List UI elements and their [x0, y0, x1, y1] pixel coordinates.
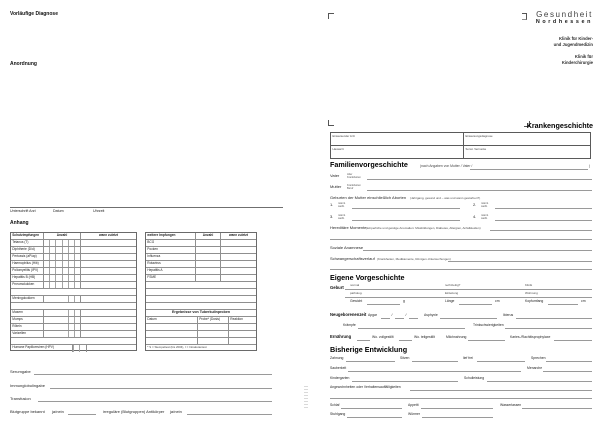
table-header-row	[146, 233, 256, 240]
ja-nein-label: ja/nein	[170, 409, 182, 414]
vollgestillt-line	[357, 340, 370, 341]
ja-nein-label: ja/nein	[52, 409, 64, 414]
milchnahrung-label: Milchnahrung	[446, 335, 467, 339]
col-datum: Datum	[146, 317, 198, 323]
wasserlassen-label: Wasserlassen	[500, 403, 522, 407]
geburt-rechtzeitig-label: rechtzeitig?	[445, 283, 461, 287]
bisherige-entwicklung-title: Bisherige Entwicklung	[330, 345, 408, 354]
patient-data-box	[330, 132, 591, 159]
ikterus-line	[516, 318, 592, 319]
trinkschwierigkeiten-label: Trinkschwierigkeiten	[473, 323, 504, 327]
kopfumfang-unit: cm	[581, 299, 586, 303]
geburt-sub-2: männl. weibl.	[481, 202, 489, 209]
sprechen-line	[546, 361, 592, 362]
hereditaer-line	[490, 230, 592, 231]
geburt-nr-1: 1.	[330, 202, 334, 207]
geburt-einleitung-label: Einleitung	[445, 290, 459, 295]
schulleistung-label: Schulleistung	[464, 376, 485, 380]
geburt-nr-4: 4.	[473, 214, 477, 219]
vorlaeufige-diagnose-label: Vorläufige Diagnose	[10, 11, 58, 17]
angaben-line	[470, 169, 588, 170]
schutzimpfungen-table	[10, 232, 137, 351]
vater-label: Vater	[330, 173, 340, 178]
table-row: Humane Papillomviren (HPV)	[11, 345, 136, 352]
gewicht-line	[367, 304, 400, 305]
geburt-sub-4: männl. weibl.	[481, 214, 489, 221]
col-probe: Probe* (Dosis)	[198, 317, 229, 323]
tuberkulin-title-row: Ergebnisse von Tuberkulinproben	[146, 310, 256, 317]
ikterus-label: Ikterus	[503, 313, 514, 317]
col-wann-zuletzt: wann zuletzt	[99, 233, 118, 237]
table-row: Pocken	[146, 247, 256, 254]
kindergarten-line	[352, 381, 458, 382]
prophylaxe-label: Karies-/Rachitisprophylaxe	[510, 335, 551, 339]
table-row: Meningokokken	[11, 296, 136, 303]
trinkschwierigkeiten-line	[505, 328, 592, 329]
page-title: Krankengeschichte	[526, 121, 593, 130]
clinic-name-2: Klinik für Kinderchirurgie	[561, 54, 593, 65]
fold-mark	[328, 13, 334, 19]
wasserlassen-line	[522, 408, 592, 409]
geburt-nr-3: 3.	[330, 214, 334, 219]
tuberkulin-header-row	[146, 317, 256, 324]
tuberkulin-row-empty	[146, 324, 256, 331]
hereditaer-label: Hereditäre Momente	[330, 225, 367, 230]
eigene-vorgeschichte-title: Eigene Vorgeschichte	[330, 273, 405, 282]
paren-close: )	[589, 164, 591, 168]
antikoerper-line	[187, 414, 272, 415]
geburten-note: (Jahrgang, gesund und – was und wann gestorben?)	[410, 196, 481, 200]
wuermer-line	[422, 417, 493, 418]
laenge-label: Länge	[445, 299, 455, 303]
geburt-line-4	[495, 220, 592, 221]
prophylaxe-line	[554, 340, 592, 341]
angewohnheiten-label: Angewohnheiten oder Verhaltensauffälligkeiten	[330, 385, 401, 389]
stuhlgang-label: Stuhlgang	[330, 412, 346, 416]
asphyxie-label: Asphyxie	[424, 313, 438, 317]
schwangerschaft-line	[448, 261, 592, 262]
table-row: Rotavirus	[146, 261, 256, 268]
geburt-normal-label: normal	[350, 283, 360, 287]
menarche-label: Menarche	[527, 366, 543, 370]
mutter-line	[367, 190, 592, 191]
kopfumfang-line	[548, 304, 578, 305]
schwangerschaft-note: (Krankheiten, Medikamente, Röntgen-Untersuchungen)	[377, 257, 451, 261]
serumgabe-label: Serumgabe	[10, 369, 31, 374]
signature-divider	[10, 207, 283, 208]
clinic-name-1: Klinik für Kinder- und Jugendmedizin	[553, 36, 593, 47]
lief-frei-line	[477, 361, 525, 362]
immunglobulingabe-line	[50, 388, 272, 389]
logo-line1: Gesundheit	[536, 10, 593, 19]
hereditaer-line-2	[330, 239, 592, 240]
table-row: Pertussis (aP/ap)	[11, 254, 136, 261]
kopfumfang-label: Kopfumfang	[525, 299, 544, 303]
table-row: Röteln	[11, 324, 136, 331]
apgar-slash: /	[391, 313, 393, 317]
schulleistung-line	[487, 381, 592, 382]
table-row: Mumps	[11, 317, 136, 324]
geburt-klinik-label: Klinik	[525, 283, 533, 287]
familienvorgeschichte-title: Familienvorgeschichte	[330, 160, 408, 169]
irregulaere-antikoerper-label: irreguläre (Blutgruppen) Antikörper	[103, 409, 165, 414]
immunglobulingabe-label: Immunglobulingabe	[10, 383, 45, 388]
schwangerschaftsverlauf-label: Schwangerschaftsverlauf	[330, 256, 375, 261]
neugeborenenzeit-label: Neugeborenenzeit	[330, 312, 367, 317]
stuhlgang-line	[347, 417, 402, 418]
kindergarten-label: Kindergarten	[330, 376, 350, 380]
logo-line2: Nordhessen	[535, 18, 593, 25]
tuberkulin-row-empty	[146, 331, 256, 338]
geburt-line-a	[345, 289, 592, 290]
table-row: Diphtherie (D/d)	[11, 247, 136, 254]
ernaehrung-label: Ernährung	[330, 334, 352, 339]
laenge-line	[459, 304, 492, 305]
table-row: Pneumokokken	[11, 282, 136, 289]
datum-label: Datum	[53, 209, 64, 213]
zahnung-label: Zahnung	[330, 356, 344, 360]
geburt-sub-1: männl. weibl.	[338, 202, 346, 209]
vater-line	[367, 179, 592, 180]
vater-sublabels: Alter Krankheiten	[347, 172, 361, 179]
geburt-patholog-label: patholog.	[350, 290, 363, 295]
unterschrift-arzt-label: Unterschrift Arzt	[10, 209, 36, 213]
anhang-title: Anhang	[10, 220, 29, 226]
table-row-empty	[146, 289, 256, 296]
sitzen-label: Sitzen	[400, 356, 410, 360]
anordnung-label: Anordnung	[10, 61, 37, 67]
kraempfe-line	[358, 328, 465, 329]
serumgabe-line	[34, 374, 272, 375]
mutter-sublabels: Krankheiten Beruf	[347, 183, 361, 190]
table-row: Tetanus (T)	[11, 240, 136, 247]
fold-mark	[328, 120, 334, 126]
tuberkulin-row-empty	[146, 338, 256, 345]
gewicht-unit: g	[403, 299, 405, 303]
blutgruppe-bekannt-label: Blutgruppe bekannt	[10, 409, 45, 414]
table-row: Masern	[11, 310, 136, 317]
col-anzahl: Anzahl	[44, 233, 81, 239]
vertical-form-code	[304, 386, 308, 408]
lief-frei-label: lief frei	[463, 356, 473, 360]
schwangerschaft-line-2	[330, 269, 592, 270]
col-schutzimpfungen: Schutzimpfungen	[11, 233, 44, 239]
geburt-line-3	[352, 220, 460, 221]
wo-teilgestillt-label: Wo. teilgestillt	[414, 335, 435, 339]
apgar-label: Apgar	[368, 313, 378, 317]
table-row: Haemophilus (Hib)	[11, 261, 136, 268]
soziale-anamnese-line	[363, 250, 592, 251]
sprechen-label: Sprechen	[531, 356, 546, 360]
table-row-empty	[11, 303, 136, 310]
table-row-empty	[11, 338, 136, 345]
geburt-nr-2: 2.	[473, 202, 477, 207]
zahnung-line	[346, 361, 395, 362]
geburt-wohnung-label: Wohnung	[525, 290, 538, 295]
schlaf-label: Schlaf	[330, 403, 340, 407]
table-row: FSME	[146, 275, 256, 282]
table-row: Influenza	[146, 254, 256, 261]
mutter-label: Mutter	[330, 184, 342, 189]
col-reaktion: Reaktion	[230, 317, 243, 321]
blutgruppe-line	[68, 414, 96, 415]
table-row: Hepatitis B (HB)	[11, 275, 136, 282]
teilgestillt-line	[399, 340, 412, 341]
hereditaer-note: (körperliche und geistige Anomalien: Missbildungen, Diabetes, Allergien, Anfallsleiden)	[366, 226, 481, 230]
milchnahrung-line	[468, 340, 505, 341]
sonst-vermerke-field: Sonst. Vermerke	[465, 147, 487, 151]
table-row: Hepatitis A	[146, 268, 256, 275]
uhrzeit-label: Uhrzeit	[93, 209, 105, 213]
geburt-line-b	[345, 297, 592, 298]
hausarzt-field: Hausarzt	[331, 146, 464, 159]
table-row-empty	[146, 282, 256, 289]
geburt-label: Geburt	[330, 285, 344, 290]
transfusion-label: Transfusion	[10, 396, 31, 401]
table-row: Poliomyelitis (IPV)	[11, 268, 136, 275]
angewohnheiten-line-2	[330, 398, 592, 399]
apgar-line-2	[395, 318, 404, 319]
table-row-empty	[11, 289, 136, 296]
wo-vollgestillt-label: Wo. vollgestillt	[372, 335, 394, 339]
laenge-unit: cm	[495, 299, 500, 303]
wuermer-label: Würmer	[408, 412, 421, 416]
sitzen-line	[412, 361, 458, 362]
appetit-line	[421, 408, 493, 409]
appetit-label: Appetit	[408, 403, 419, 407]
col-wann-zuletzt: wann zuletzt	[229, 233, 248, 237]
apgar-slash: /	[405, 313, 407, 317]
col-weitere-impfungen: weitere Impfungen	[146, 233, 196, 239]
table-row-empty	[146, 296, 256, 303]
apgar-line-3	[409, 318, 418, 319]
apgar-line-1	[381, 318, 390, 319]
gewicht-label: Gewicht	[350, 299, 363, 303]
einweisender-arzt-field: Einweisender Arzt	[331, 133, 464, 145]
geburt-line-2	[495, 208, 592, 209]
clinic-logo	[460, 11, 593, 25]
table-row-empty	[146, 303, 256, 310]
familien-subtitle: (nach Angaben von Mutter / Vater /	[420, 164, 473, 168]
asphyxie-line	[440, 318, 497, 319]
weitere-impfungen-table	[145, 232, 257, 351]
geburt-sub-3: männl. weibl.	[338, 214, 346, 221]
sauberkeit-line	[348, 371, 521, 372]
sauberkeit-label: Sauberkeit	[330, 366, 347, 370]
table-row: Varizellen	[11, 331, 136, 338]
tuberkulin-footnote-row: * S = Stempeltest (bis 2004), I = Intrakutantest	[147, 345, 207, 349]
angewohnheiten-line	[410, 390, 592, 391]
einweisungsdiagnose-field: Einweisungsdiagnose	[465, 134, 493, 138]
menarche-line	[543, 371, 592, 372]
schlaf-line	[341, 408, 402, 409]
geburten-label: Geburten der Mutter einschließlich Aborten	[330, 195, 407, 200]
table-header-row	[11, 233, 136, 240]
transfusion-line	[38, 401, 272, 402]
kraempfe-label: Krämpfe	[343, 323, 356, 327]
col-anzahl: Anzahl	[196, 233, 221, 239]
geburt-line-1	[352, 208, 460, 209]
table-row: BCG	[146, 240, 256, 247]
soziale-anamnese-label: Soziale Anamnese	[330, 245, 364, 250]
